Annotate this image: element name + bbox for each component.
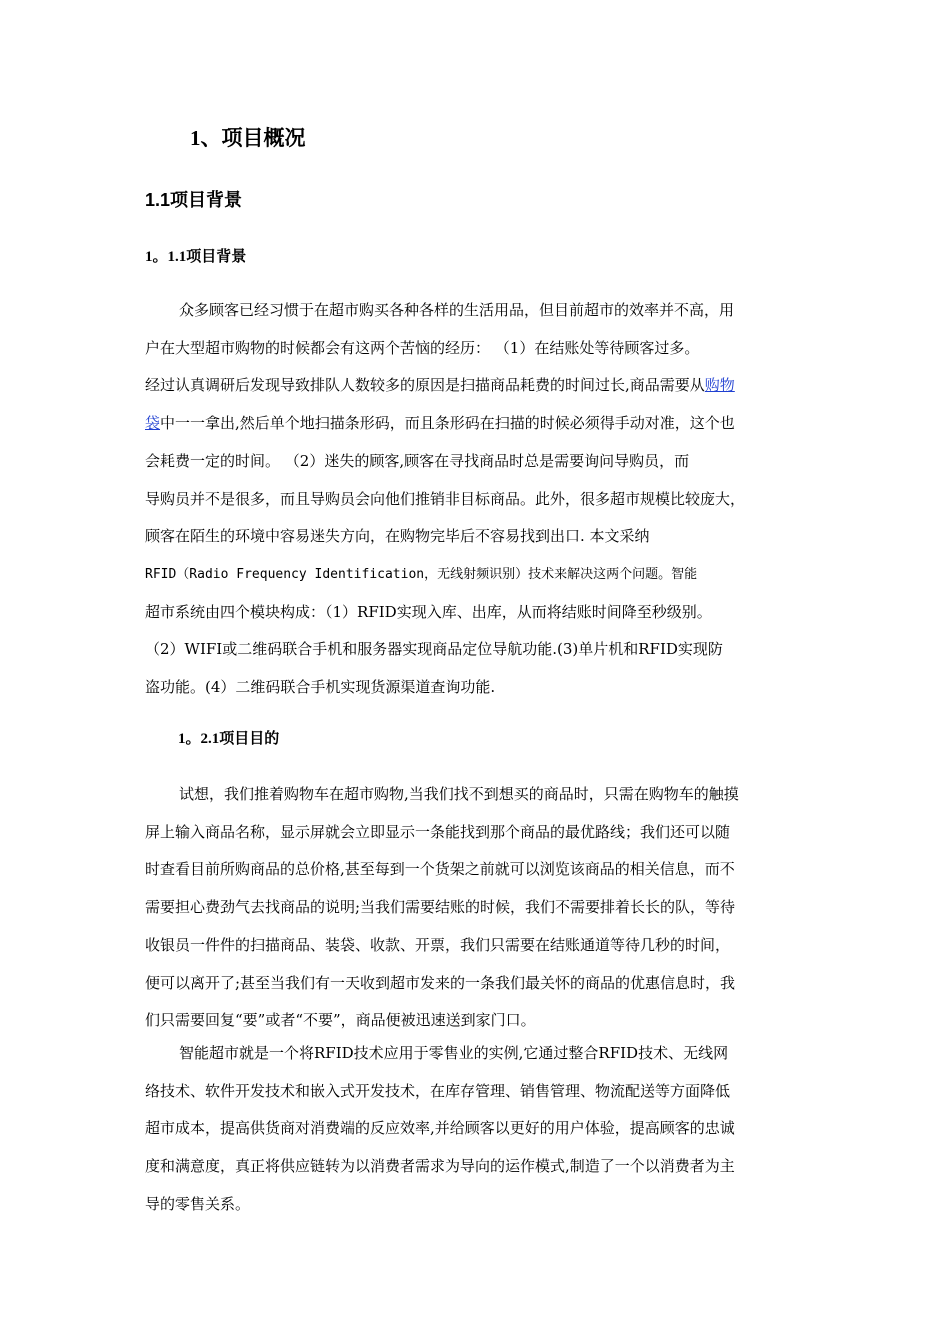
text-line: 会耗费一定的时间。 （2）迷失的顾客,顾客在寻找商品时总是需要询问导购员，而: [145, 451, 690, 470]
text-line: 屏上输入商品名称，显示屏就会立即显示一条能找到那个商品的最优路线；我们还可以随: [145, 822, 731, 841]
text-fragment: 中一一拿出,然后单个地扫描条形码，而且条形码在扫描的时候必须得手动对准，这个也: [160, 414, 735, 433]
text-line: 需要担心费劲气去找商品的说明;当我们需要结账的时候，我们不需要排着长长的队，等待: [145, 898, 736, 917]
text-line: 超市成本，提高供货商对消费端的反应效率,并给顾客以更好的用户体验，提高顾客的忠诚: [145, 1119, 735, 1138]
heading-project-overview: 1、项目概况: [190, 126, 306, 150]
text-line: 试想，我们推着购物车在超市购物,当我们找不到想买的商品时，只需在购物车的触摸: [179, 785, 739, 803]
text-line: 便可以离开了;甚至当我们有一天收到超市发来的一条我们最关怀的商品的优惠信息时，我: [145, 973, 736, 992]
link-shopping-bag-part2[interactable]: 袋: [145, 414, 161, 433]
text-line: 导的零售关系。: [145, 1194, 251, 1213]
subheading-1-1-1: 1。1.1项目背景: [145, 249, 247, 265]
text-line: 众多顾客已经习惯于在超市购买各种各样的生活用品，但目前超市的效率并不高，用: [179, 301, 735, 319]
text-line: 盗功能。(4）二维码联合手机实现货源渠道查询功能.: [145, 678, 496, 697]
paragraph-background: [145, 292, 805, 707]
text-line: 导购员并不是很多，而且导购员会向他们推销非目标商品。此外，很多超市规模比较庞大，: [145, 489, 746, 508]
heading-project-background: 1.1项目背景: [145, 190, 243, 210]
paragraph-purpose: [145, 776, 805, 1040]
text-line: [145, 405, 805, 443]
text-line: 们只需要回复“要”或者“不要”，商品便被迅速送到家门口。: [145, 1011, 536, 1030]
text-line: 智能超市就是一个将RFID技术应用于零售业的实例,它通过整合RFID技术、无线网: [179, 1044, 729, 1062]
text-line: [145, 367, 805, 405]
text-line: 络技术、软件开发技术和嵌入式开发技术，在库存管理、销售管理、物流配送等方面降低: [145, 1081, 731, 1100]
text-line: 度和满意度，真正将供应链转为以消费者需求为导向的运作模式,制造了一个以消费者为主: [145, 1157, 735, 1176]
text-line: 超市系统由四个模块构成：（1）RFID实现入库、出库，从而将结账时间降至秒级别。: [145, 602, 712, 621]
link-shopping-bag-part1[interactable]: 购物: [704, 376, 735, 395]
text-line: 时查看目前所购商品的总价格,甚至每到一个货架之前就可以浏览该商品的相关信息，而不: [145, 860, 735, 879]
text-line-rfid: RFID（Radio Frequency Identification，无线射频识别）技术来解决这两个问题。智能: [145, 566, 698, 582]
text-line: 顾客在陌生的环境中容易迷失方向，在购物完毕后不容易找到出口. 本文采纳: [145, 527, 650, 546]
paragraph-smart-supermarket: [145, 1035, 805, 1224]
text-fragment: 经过认真调研后发现导致排队人数较多的原因是扫描商品耗费的时间过长,商品需要从: [145, 376, 705, 395]
text-line: 户在大型超市购物的时候都会有这两个苦恼的经历： （1）在结账处等待顾客过多。: [145, 338, 700, 357]
text-line: （2）WIFI或二维码联合手机和服务器实现商品定位导航功能.(3)单片机和RFID实现防: [145, 640, 723, 659]
text-line: 收银员一件件的扫描商品、装袋、收款、开票，我们只需要在结账通道等待几秒的时间，: [145, 935, 731, 954]
subheading-1-2-1: 1。2.1项目目的: [178, 731, 280, 747]
